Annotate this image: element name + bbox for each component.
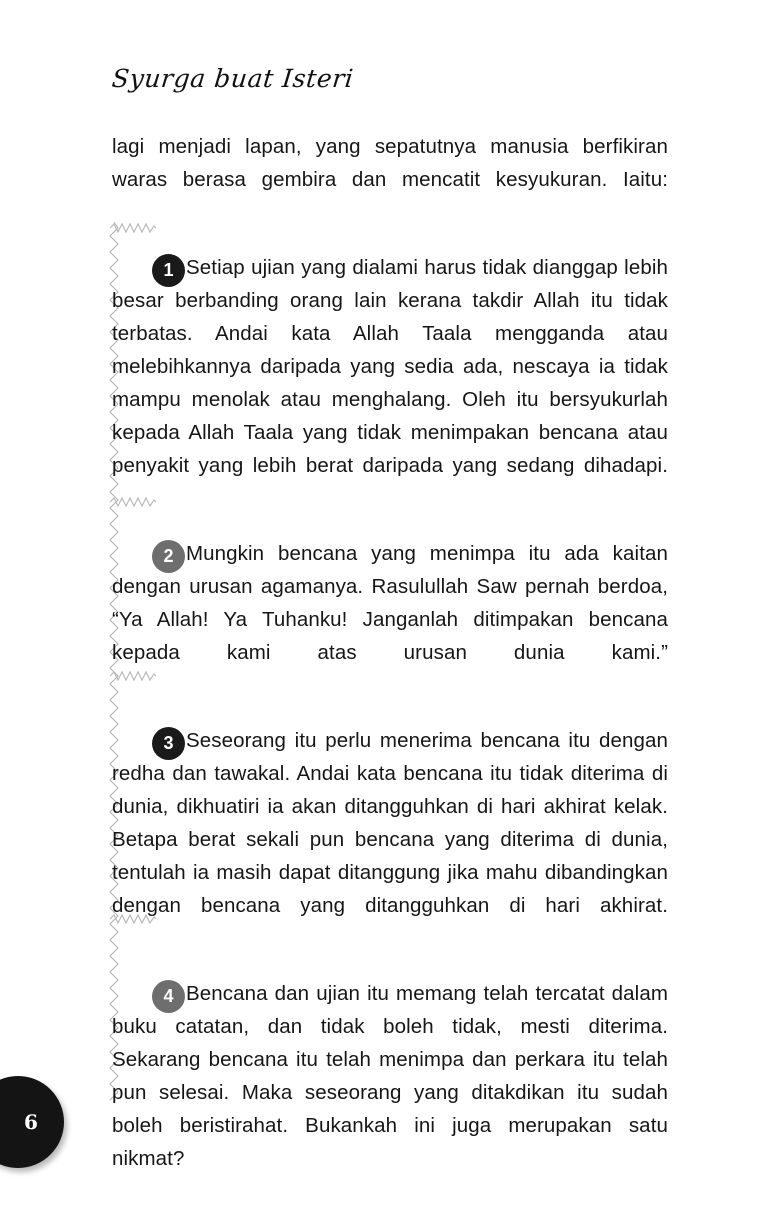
- numbered-item-2: [112, 537, 668, 702]
- item-text-1: [112, 251, 668, 515]
- item-text-4: [112, 977, 668, 1208]
- numbered-item-3: [112, 724, 668, 955]
- page-number-badge: [0, 1076, 64, 1168]
- item-number-badge-3: 3: [152, 727, 185, 760]
- page-content: [112, 130, 668, 1230]
- book-title: Syurga buat Isteri: [110, 64, 356, 93]
- running-header: [112, 62, 672, 102]
- intro-paragraph: lagi menjadi lapan, yang sepatutnya manusia berfikiran waras berasa gembira dan mencatit kesyukuran. Iaitu:: [112, 135, 668, 191]
- numbered-item-1: [112, 251, 668, 515]
- item-number-badge-1: 1: [152, 254, 185, 287]
- numbered-item-4: [112, 977, 668, 1208]
- page-number-value: 6: [24, 1110, 38, 1134]
- item-text-2: [112, 537, 668, 702]
- item-number-badge-2: 2: [152, 540, 185, 573]
- item-text-3: [112, 724, 668, 955]
- item-body-1: Setiap ujian yang dialami harus tidak dianggap lebih besar berbanding orang lain kerana takdir Allah itu tidak terbatas. Andai kata Allah Taala mengganda atau melebihkannya daripada yang sedia ada, nescaya ia tidak mampu menolak atau menghalang. Oleh itu bersyukurlah kepada Allah Taala yang tidak menimpakan bencana atau penyakit yang lebih berat daripada yang sedang dihadapi.: [112, 256, 668, 477]
- item-body-2: Mungkin bencana yang menimpa itu ada kaitan dengan urusan agamanya. Rasulullah Saw pernah berdoa, “Ya Allah! Ya Tuhanku! Janganlah ditimpakan bencana kepada kami atas urusan dunia kami.”: [112, 542, 668, 664]
- item-body-4: Bencana dan ujian itu memang telah tercatat dalam buku catatan, dan tidak boleh tidak, mesti diterima. Sekarang bencana itu telah menimpa dan perkara itu telah pun selesai. Maka seseorang yang ditakdikan itu sudah boleh beristirahat. Bukankah ini juga merupakan satu nikmat?: [112, 982, 668, 1170]
- item-body-3: Seseorang itu perlu menerima bencana itu dengan redha dan tawakal. Andai kata bencana itu tidak diterima di dunia, dikhuatiri ia akan ditangguhkan di hari akhirat kelak. Betapa berat sekali pun bencana yang diterima di dunia, tentulah ia masih dapat ditanggung jika mahu dibandingkan dengan bencana yang ditangguhkan di hari akhirat.: [112, 729, 668, 917]
- item-number-badge-4: 4: [152, 980, 185, 1013]
